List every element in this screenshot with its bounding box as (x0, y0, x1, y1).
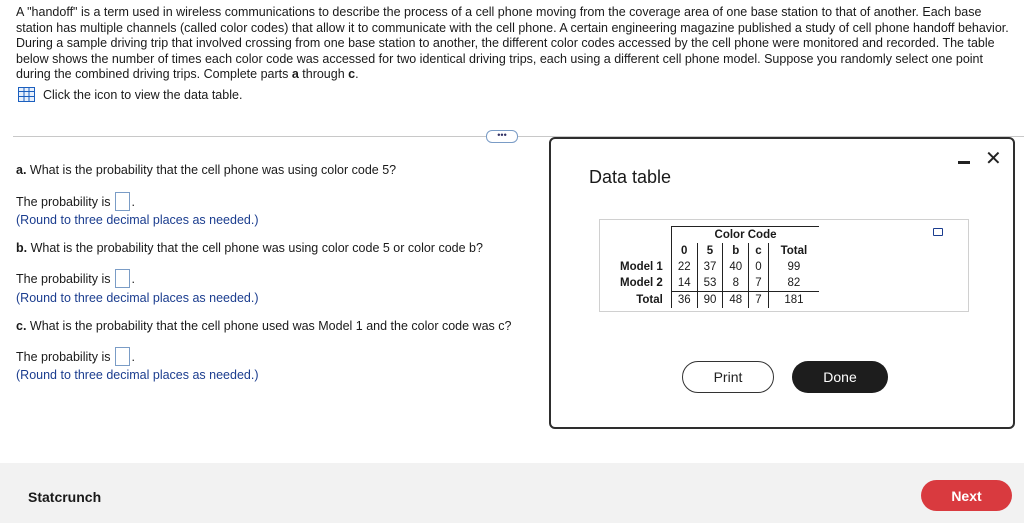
close-icon[interactable]: ✕ (985, 148, 1002, 170)
answer-b-input[interactable] (115, 269, 130, 288)
row-label: Model 1 (620, 261, 663, 273)
col-header: b (723, 243, 749, 259)
minimize-icon[interactable] (958, 161, 970, 164)
hint-b: (Round to three decimal places as needed.) (16, 291, 259, 305)
table-cell: 36 (671, 292, 697, 309)
question-b: b. What is the probability that the cell phone was using color code 5 or color code b? (16, 241, 483, 255)
answer-a-suffix: . (131, 194, 135, 209)
answer-a-line (16, 192, 135, 211)
view-link-label: Click the icon to view the data table. (43, 87, 243, 102)
col-header: Total (768, 243, 819, 259)
data-table (614, 226, 819, 308)
question-a: a. What is the probability that the cell phone was using color code 5? (16, 163, 397, 177)
table-cell: 0 (749, 259, 768, 275)
answer-a-input[interactable] (115, 192, 130, 211)
question-c: c. What is the probability that the cell phone used was Model 1 and the color code was c? (16, 319, 512, 333)
col-header: 0 (671, 243, 697, 259)
table-cell: 22 (671, 259, 697, 275)
print-button[interactable]: Print (682, 361, 774, 393)
table-cell: 48 (723, 292, 749, 309)
col-header: 5 (697, 243, 723, 259)
col-header: c (749, 243, 768, 259)
table-cell: 53 (697, 275, 723, 292)
table-cell: 7 (749, 275, 768, 292)
table-cell: 37 (697, 259, 723, 275)
table-cell: 90 (697, 292, 723, 309)
table-cell: 7 (749, 292, 768, 309)
answer-c-prefix: The probability is (16, 349, 111, 364)
row-label: Model 2 (620, 277, 663, 290)
table-icon[interactable] (18, 87, 35, 102)
row-label: Total (636, 293, 663, 306)
table-row (614, 259, 819, 275)
statcrunch-link[interactable]: Statcrunch (28, 489, 102, 505)
answer-b-prefix: The probability is (16, 271, 111, 286)
answer-b-suffix: . (131, 271, 135, 286)
data-table-frame (599, 219, 969, 312)
answer-c-line (16, 347, 135, 366)
table-row (614, 275, 819, 292)
data-table-dialog (549, 137, 1015, 429)
table-cell: 99 (768, 259, 819, 275)
problem-intro: A "handoff" is a term used in wireless communications to describe the process of a cell phone moving from the coverage area of one base station to that of another. Each base station has multiple channels (called color codes) that allow it to communicate with the cell phone. A certain engineering magazine published a study of cell phone handoff behavior. During a sample driving trip that involved crossing from one base station to another, the different color codes accessed by the cell phone were monitored and recorded. The table below shows the number of times each color code was accessed for two identical driving trips, each using a different cell phone model. Suppose you randomly select one point during the combined driving trips. Complete parts a through c. (16, 5, 1009, 82)
answer-c-suffix: . (131, 349, 135, 364)
table-cell: 8 (723, 275, 749, 292)
expand-ellipsis-button[interactable]: ••• (486, 130, 518, 143)
group-header: Color Code (671, 227, 819, 244)
next-button[interactable]: Next (921, 480, 1012, 511)
footer-bar (0, 463, 1024, 523)
answer-b-line (16, 269, 135, 288)
table-cell: 14 (671, 275, 697, 292)
table-cell: 82 (768, 275, 819, 292)
hint-a: (Round to three decimal places as needed.) (16, 213, 259, 227)
answer-c-input[interactable] (115, 347, 130, 366)
dialog-title: Data table (589, 167, 672, 187)
table-cell: 40 (723, 259, 749, 275)
table-cell: 181 (768, 292, 819, 309)
answer-a-prefix: The probability is (16, 194, 111, 209)
view-data-table-link[interactable] (18, 87, 242, 102)
hint-c: (Round to three decimal places as needed.) (16, 368, 259, 382)
table-row (614, 292, 819, 309)
done-button[interactable]: Done (792, 361, 888, 393)
